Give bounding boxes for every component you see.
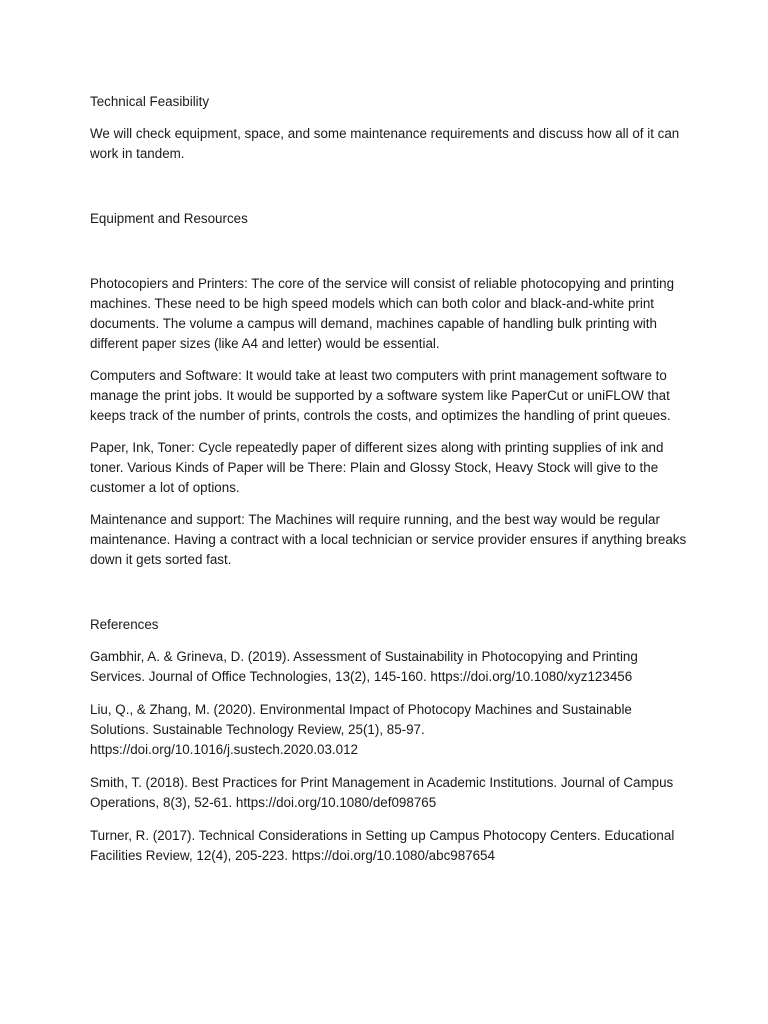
reference-item: Smith, T. (2018). Best Practices for Print Management in Academic Institutions. Journal of Campus Operations, 8(3), 52-61. https://doi.org/10.1080/def098765 (90, 775, 674, 810)
paragraph-computers: Computers and Software: It would take at least two computers with print management software to manage the print jobs. It would be supported by a software system like PaperCut or uniFLOW that keeps track of the number of prints, controls the costs, and optimizes the handling of print queues. (90, 368, 671, 423)
intro-paragraph: We will check equipment, space, and some maintenance requirements and discuss how all of it can work in tandem. (90, 126, 680, 161)
reference-item: Gambhir, A. & Grineva, D. (2019). Assessment of Sustainability in Photocopying and Printing Services. Journal of Office Technologies, 13(2), 145-160. https://doi.org/10.1080/xyz123456 (90, 649, 638, 684)
reference-item: Liu, Q., & Zhang, M. (2020). Environmental Impact of Photocopy Machines and Sustainable Solutions. Sustainable Technology Review, 25(1), 85-97. https://doi.org/10.1016/j.sustech.2020.03.012 (90, 702, 632, 757)
paragraph-maintenance: Maintenance and support: The Machines will require running, and the best way would be regular maintenance. Having a contract with a local technician or service provider ensures if anything breaks down it gets sorted fast. (90, 512, 687, 567)
paragraph-photocopiers: Photocopiers and Printers: The core of the service will consist of reliable photocopying and printing machines. These need to be high speed models which can both color and black-and-white print documents. The volume a campus will demand, machines capable of handling bulk printing with different paper sizes (like A4 and letter) would be essential. (90, 276, 675, 351)
reference-item: Turner, R. (2017). Technical Considerations in Setting up Campus Photocopy Centers. Educational Facilities Review, 12(4), 205-223. https://doi.org/10.1080/abc987654 (90, 828, 675, 863)
subsection-title: Equipment and Resources (90, 211, 248, 226)
paragraph-paper-ink: Paper, Ink, Toner: Cycle repeatedly paper of different sizes along with printing supplies of ink and toner. Various Kinds of Paper will be There: Plain and Glossy Stock, Heavy Stock will give to the customer a lot of options. (90, 440, 664, 495)
section-title: Technical Feasibility (90, 94, 210, 109)
document-page (90, 92, 690, 866)
references-title: References (90, 617, 159, 632)
